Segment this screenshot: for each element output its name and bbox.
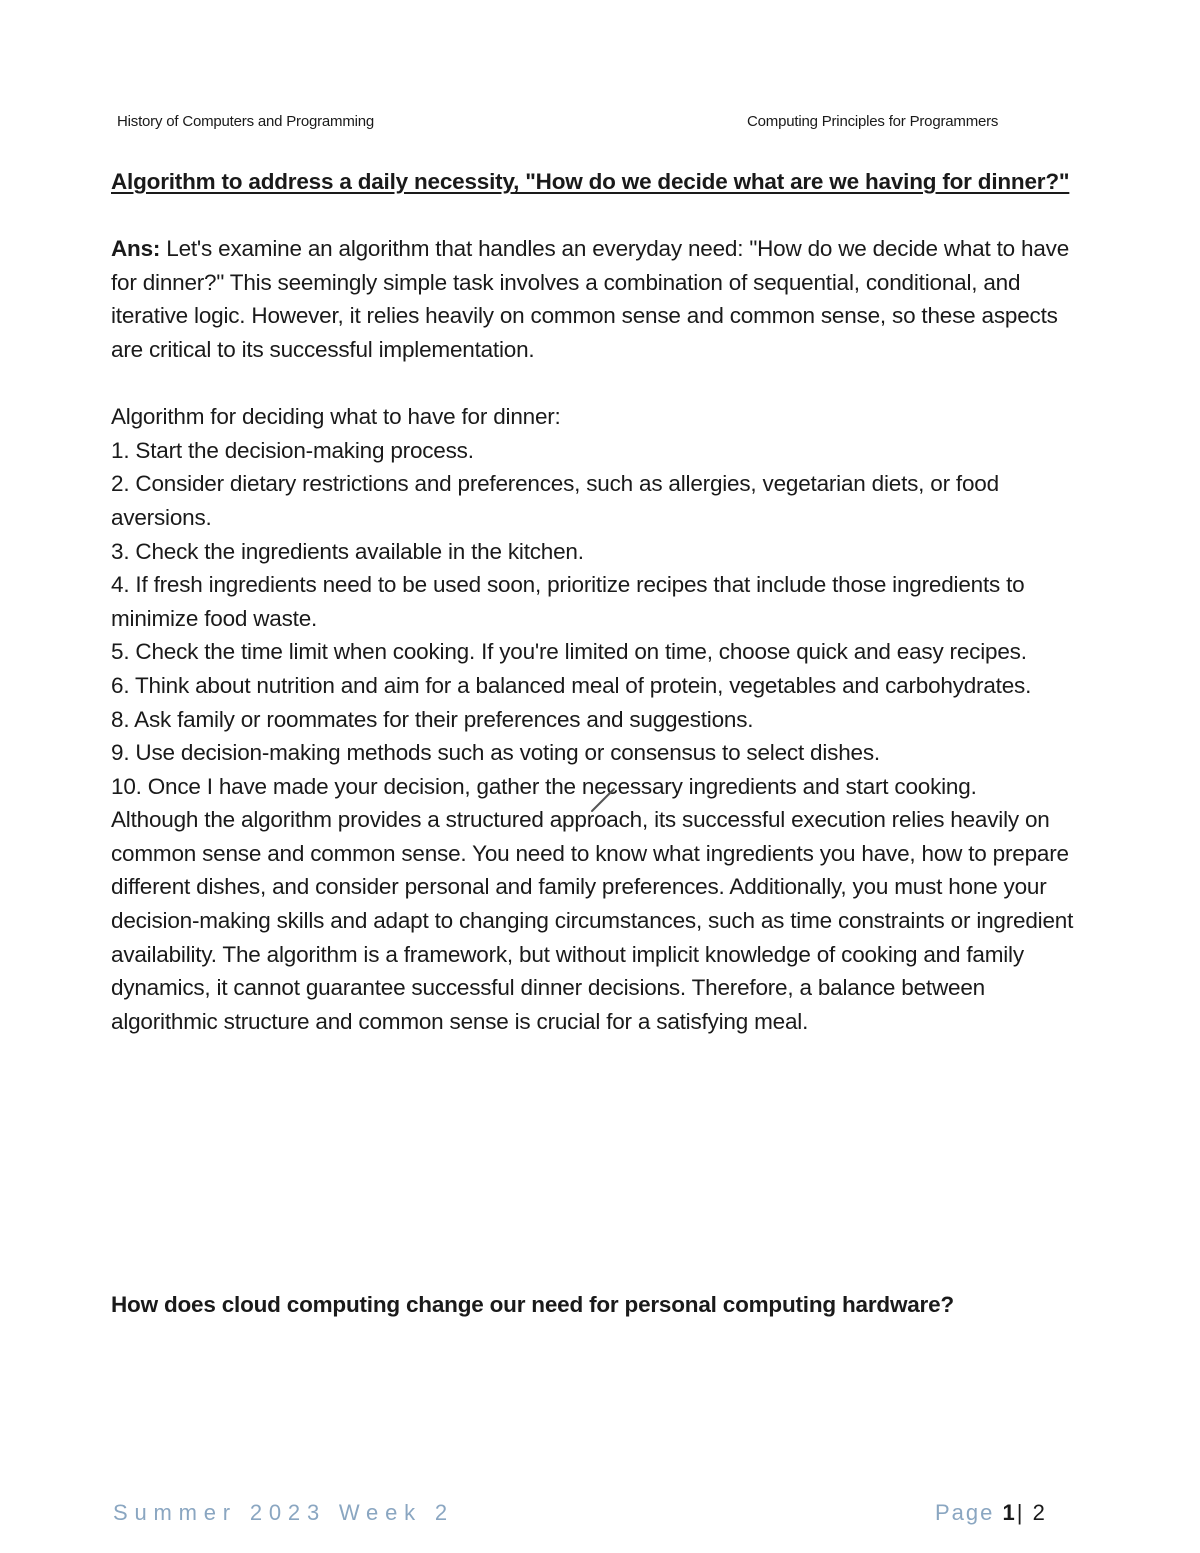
footer-page-number [935,1500,1047,1526]
header-left-text: History of Computers and Programming [117,113,375,130]
spacer [111,367,1091,401]
algorithm-step: 6. Think about nutrition and aim for a balanced meal of protein, vegetables and carbohydrates. [111,672,1032,698]
algorithm-step: 8. Ask family or roommates for their preferences and suggestions. [111,706,754,732]
algorithm-intro: Algorithm for deciding what to have for dinner: [111,404,561,430]
answer-paragraph [111,232,1091,366]
pen-stroke-mark [588,786,618,814]
page-total: 2 [1032,1500,1047,1525]
algorithm-step: 10. Once I have made your decision, gather the necessary ingredients and start cooking. [111,773,977,799]
spacer [111,199,1091,233]
algorithm-step: 4. If fresh ingredients need to be used soon, prioritize recipes that include those ingredients to minimize food waste. [111,572,1025,631]
conclusion-paragraph: Although the algorithm provides a structured approach, its successful execution relies heavily on common sense and common sense. You need to know what ingredients you have, how to prepare different dishes, and consider personal and family preferences. Additionally, you must hone your decision-making skills and adapt to changing circumstances, such as time constraints or ingredient availability. The algorithm is a framework, but without implicit knowledge of cooking and family dynamics, it cannot guarantee successful dinner decisions. Therefore, a balance between algorithmic structure and common sense is crucial for a satisfying meal. [111,807,1074,1034]
answer-label: Ans: [111,236,161,262]
page-number: 1 [1002,1500,1017,1525]
page-label: Page [935,1500,995,1525]
page-separator: | [1016,1500,1025,1525]
algorithm-step: 3. Check the ingredients available in the kitchen. [111,538,584,564]
algorithm-steps [111,434,1091,804]
question-heading: How does cloud computing change our need for personal computing hardware? [111,1292,954,1317]
footer-left-text: Summer 2023 Week 2 [113,1500,454,1525]
header-right-text: Computing Principles for Programmers [747,113,999,130]
algorithm-step: 5. Check the time limit when cooking. If you're limited on time, choose quick and easy recipes. [111,639,1027,665]
document-body [111,165,1091,1038]
algorithm-step: 9. Use decision-making methods such as voting or consensus to select dishes. [111,740,880,766]
answer-text: Let's examine an algorithm that handles an everyday need: "How do we decide what to have for dinner?" This seemingly simple task involves a combination of sequential, conditional, and iterative logic. However, it relies heavily on common sense and common sense, so these aspects are critical to its successful implementation. [111,236,1070,362]
section-title: Algorithm to address a daily necessity, "How do we decide what are we having for dinner?" [111,169,1070,194]
algorithm-step: 1. Start the decision-making process. [111,437,474,463]
algorithm-step: 2. Consider dietary restrictions and preferences, such as allergies, vegetarian diets, or food aversions. [111,471,999,530]
